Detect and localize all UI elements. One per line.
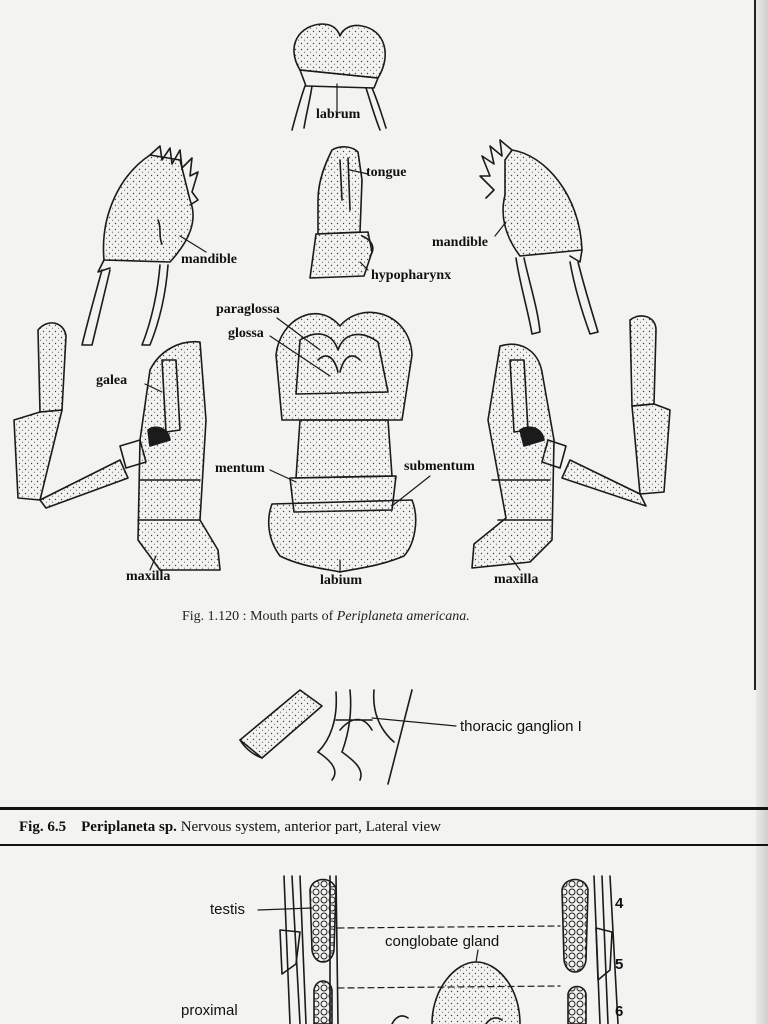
segment-number-4: 4 (615, 895, 624, 912)
label-testis: testis (210, 901, 246, 918)
labium-drawing (269, 312, 416, 572)
figure1-caption-text: Fig. 1.120 : Mouth parts of (182, 609, 337, 624)
label-tongue: tongue (366, 165, 407, 180)
reproductive-system-fragment (258, 876, 618, 1024)
figure2-caption-text: Nervous system, anterior part, Lateral view (176, 819, 442, 835)
label-glossa: glossa (228, 326, 264, 341)
label-mandible-left: mandible (181, 252, 238, 267)
label-labrum: labrum (316, 107, 361, 122)
figure1-caption-species: Periplaneta americana. (336, 609, 470, 624)
figure2-caption-genus: Periplaneta sp. (81, 819, 177, 835)
label-submentum: submentum (404, 459, 475, 474)
label-mandible-right: mandible (432, 235, 489, 250)
segment-number-6: 6 (615, 1003, 624, 1020)
label-conglobate-gland: conglobate gland (385, 933, 500, 950)
maxilla-left-drawing (14, 323, 220, 570)
label-hypopharynx: hypopharynx (371, 268, 452, 283)
label-thoracic-ganglion: thoracic ganglion I (460, 718, 582, 735)
caption-rule-top (0, 807, 768, 810)
caption-rule-bottom (0, 844, 768, 846)
label-labium: labium (320, 573, 363, 588)
maxilla-right-drawing (472, 316, 670, 568)
segment-number-5: 5 (615, 956, 624, 973)
hypopharynx-drawing (310, 147, 373, 278)
mandible-right-drawing (480, 140, 598, 334)
nervous-system-fragment (240, 690, 456, 784)
label-maxilla-right: maxilla (494, 572, 539, 587)
label-maxilla-left: maxilla (126, 569, 171, 584)
label-proximal: proximal (181, 1002, 238, 1019)
figure2-caption-number: Fig. 6.5 (19, 819, 67, 835)
figure1-caption (182, 609, 470, 625)
mandible-left-drawing (82, 146, 198, 345)
label-paraglossa: paraglossa (216, 302, 280, 317)
label-mentum: mentum (215, 461, 265, 476)
label-galea: galea (96, 373, 128, 388)
figure2-caption (19, 819, 441, 836)
